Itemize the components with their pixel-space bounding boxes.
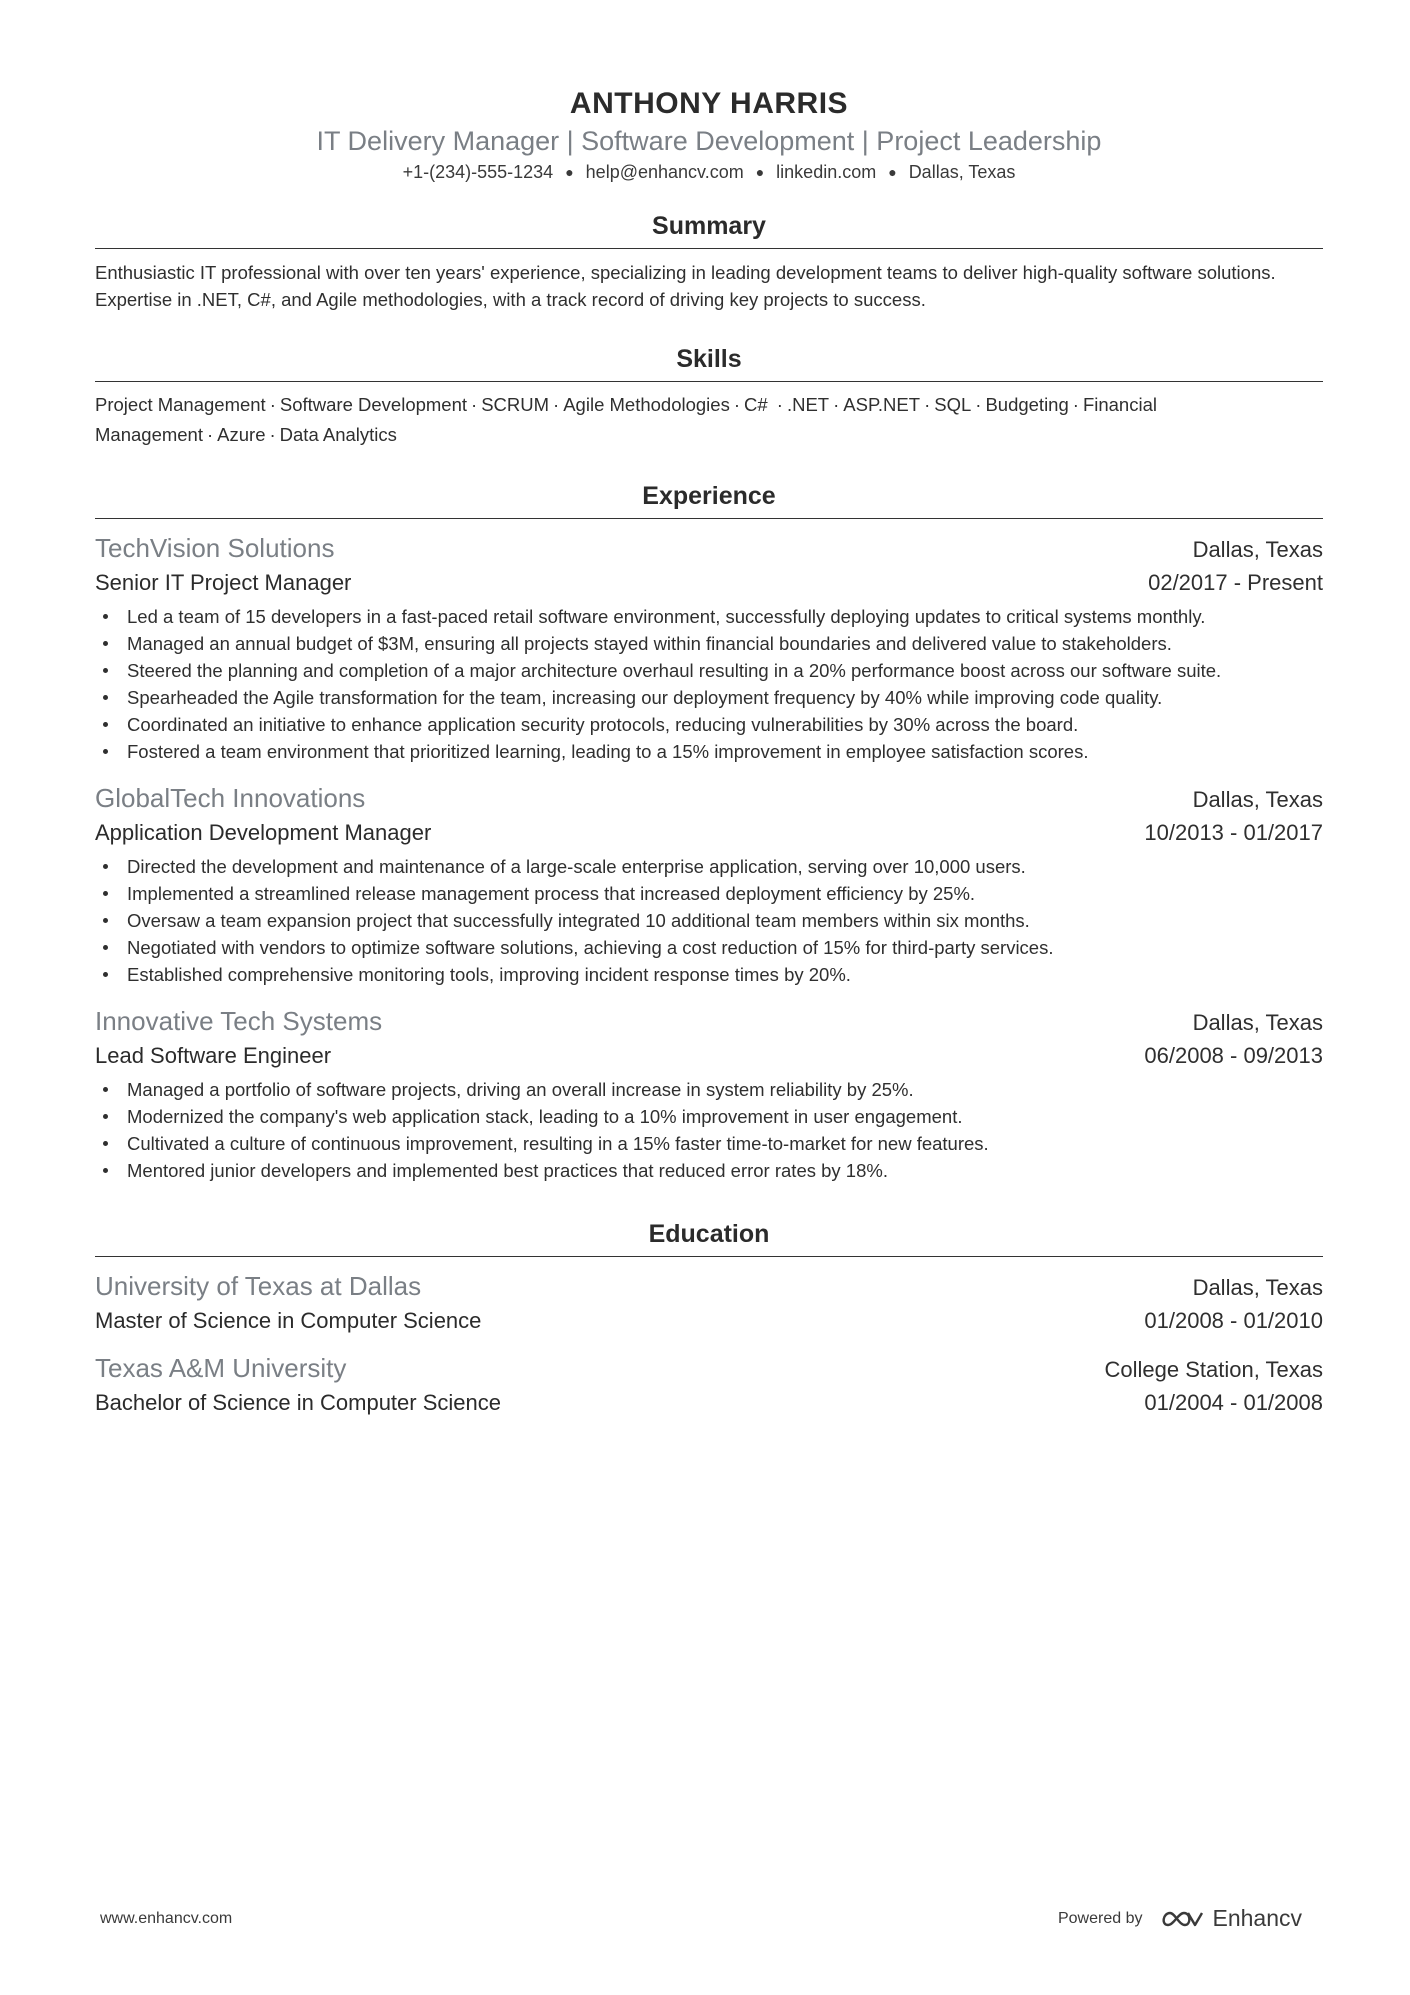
job-entry	[95, 531, 1323, 765]
skill-item: C#	[744, 394, 773, 415]
edu-degree: Bachelor of Science in Computer Science	[95, 1390, 501, 1415]
section-heading-summary: Summary	[95, 210, 1323, 249]
education-section	[95, 1218, 1323, 1419]
skill-separator: ·	[776, 394, 783, 415]
section-heading-experience: Experience	[95, 480, 1323, 519]
job-bullet: Oversaw a team expansion project that successfully integrated 10 additional team members within six months.	[127, 907, 1323, 934]
edu-school: Texas A&M University	[95, 1353, 347, 1383]
skill-item: Azure	[217, 424, 266, 445]
job-bullet: Led a team of 15 developers in a fast-paced retail software environment, successfully deploying updates to critical systems monthly.	[127, 603, 1323, 630]
job-location: Dallas, Texas	[1192, 787, 1323, 812]
skill-item: ASP.NET	[843, 394, 921, 415]
job-entry	[95, 1004, 1323, 1184]
job-bullet: Implemented a streamlined release management process that increased deployment efficiency by 25%.	[127, 880, 1323, 907]
skill-item: Data Analytics	[279, 424, 397, 445]
education-entry	[95, 1269, 1323, 1337]
bullet-separator-icon: ●	[888, 164, 897, 180]
job-role: Lead Software Engineer	[95, 1043, 332, 1068]
bullet-separator-icon: ●	[755, 164, 765, 180]
job-bullet: Negotiated with vendors to optimize software solutions, achieving a cost reduction of 15% for third-party services.	[127, 934, 1323, 961]
skill-item: SQL	[934, 394, 972, 415]
skill-separator: ·	[975, 394, 982, 415]
footer-website-link[interactable]: www.enhancv.com	[100, 1909, 233, 1927]
edu-degree: Master of Science in Computer Science	[95, 1308, 482, 1333]
job-bullet: Managed an annual budget of $3M, ensuring all projects stayed within financial boundaries and delivered value to stakeholders.	[127, 630, 1323, 657]
skill-separator: ·	[833, 394, 840, 415]
skills-section	[95, 343, 1323, 450]
enhancv-logo-icon	[1158, 1907, 1204, 1931]
candidate-title: IT Delivery Manager | Software Development | Project Leadership	[316, 126, 1102, 156]
contact-phone: +1-(234)-555-1234	[402, 162, 554, 182]
edu-location: College Station, Texas	[1104, 1357, 1323, 1382]
job-dates: 06/2008 - 09/2013	[1144, 1043, 1323, 1068]
brand-name: Enhancv	[1212, 1905, 1302, 1931]
page-footer	[100, 1905, 1310, 1932]
edu-school: University of Texas at Dallas	[95, 1271, 422, 1301]
skill-item: Software Development	[279, 394, 468, 415]
bullet-separator-icon: ●	[565, 164, 574, 180]
job-bullet: Cultivated a culture of continuous improvement, resulting in a 15% faster time-to-market for new features.	[127, 1130, 1323, 1157]
skill-item: Project Management	[95, 394, 266, 415]
job-bullet: Fostered a team environment that prioritized learning, leading to a 15% improvement in employee satisfaction scores.	[127, 738, 1323, 765]
edu-dates: 01/2008 - 01/2010	[1144, 1308, 1323, 1333]
section-heading-skills: Skills	[95, 343, 1323, 382]
skill-item: SCRUM	[481, 394, 550, 415]
powered-by	[1058, 1905, 1302, 1932]
job-dates: 02/2017 - Present	[1148, 570, 1323, 595]
job-bullet: Mentored junior developers and implemented best practices that reduced error rates by 18%.	[127, 1157, 1323, 1184]
skill-item: Budgeting	[985, 394, 1069, 415]
skill-separator: ·	[924, 394, 931, 415]
job-location: Dallas, Texas	[1192, 537, 1323, 562]
job-bullet: Directed the development and maintenance of a large-scale enterprise application, serving over 10,000 users.	[127, 853, 1323, 880]
job-entry	[95, 781, 1323, 988]
job-bullet: Spearheaded the Agile transformation for the team, increasing our deployment frequency by 40% while improving code quality.	[127, 684, 1323, 711]
skill-separator: ·	[733, 394, 740, 415]
contact-email[interactable]: help@enhancv.com	[585, 162, 744, 182]
section-heading-education: Education	[95, 1218, 1323, 1257]
contact-linkedin[interactable]: linkedin.com	[776, 162, 877, 182]
contact-info	[95, 160, 1323, 184]
job-location: Dallas, Texas	[1192, 1010, 1323, 1035]
job-bullet: Established comprehensive monitoring tools, improving incident response times by 20%.	[127, 961, 1323, 988]
skill-separator: ·	[553, 394, 560, 415]
job-bullets	[95, 603, 1323, 765]
summary-text: Enthusiastic IT professional with over ten years' experience, specializing in leading development teams to deliver high-quality software solutions. Expertise in .NET, C#, and Agile methodologies, with a track record of driving key projects to success.	[95, 262, 1276, 310]
skill-separator: ·	[206, 424, 214, 445]
edu-location: Dallas, Texas	[1192, 1275, 1323, 1300]
contact-location: Dallas, Texas	[908, 162, 1016, 182]
job-company: GlobalTech Innovations	[95, 783, 366, 813]
skill-item: Financial Management	[95, 394, 1157, 445]
resume-page	[95, 0, 1323, 1419]
skills-list	[95, 390, 1195, 450]
job-company: TechVision Solutions	[95, 533, 335, 563]
job-bullet: Coordinated an initiative to enhance application security protocols, reducing vulnerabilities by 30% across the board.	[127, 711, 1323, 738]
job-company: Innovative Tech Systems	[95, 1006, 383, 1036]
skill-separator: ·	[471, 394, 478, 415]
job-bullet: Managed a portfolio of software projects, driving an overall increase in system reliability by 25%.	[127, 1076, 1323, 1103]
skill-separator: ·	[269, 394, 276, 415]
job-dates: 10/2013 - 01/2017	[1144, 820, 1323, 845]
skill-item: .NET	[786, 394, 830, 415]
summary-section	[95, 210, 1323, 313]
skill-separator: ·	[269, 424, 276, 445]
powered-by-label: Powered by	[1057, 1909, 1143, 1927]
candidate-name: ANTHONY HARRIS	[569, 87, 849, 120]
job-bullets	[95, 1076, 1323, 1184]
job-role: Senior IT Project Manager	[95, 570, 352, 595]
education-entry	[95, 1351, 1323, 1419]
job-role: Application Development Manager	[95, 820, 432, 845]
skill-separator: ·	[1072, 394, 1079, 415]
edu-dates: 01/2004 - 01/2008	[1144, 1390, 1323, 1415]
enhancv-brand[interactable]	[1158, 1905, 1302, 1932]
skill-item: Agile Methodologies	[563, 394, 730, 415]
resume-header	[95, 0, 1323, 184]
job-bullet: Steered the planning and completion of a major architecture overhaul resulting in a 20% performance boost across our software suite.	[127, 657, 1323, 684]
experience-section	[95, 480, 1323, 1184]
job-bullet: Modernized the company's web application stack, leading to a 10% improvement in user engagement.	[127, 1103, 1323, 1130]
job-bullets	[95, 853, 1323, 988]
